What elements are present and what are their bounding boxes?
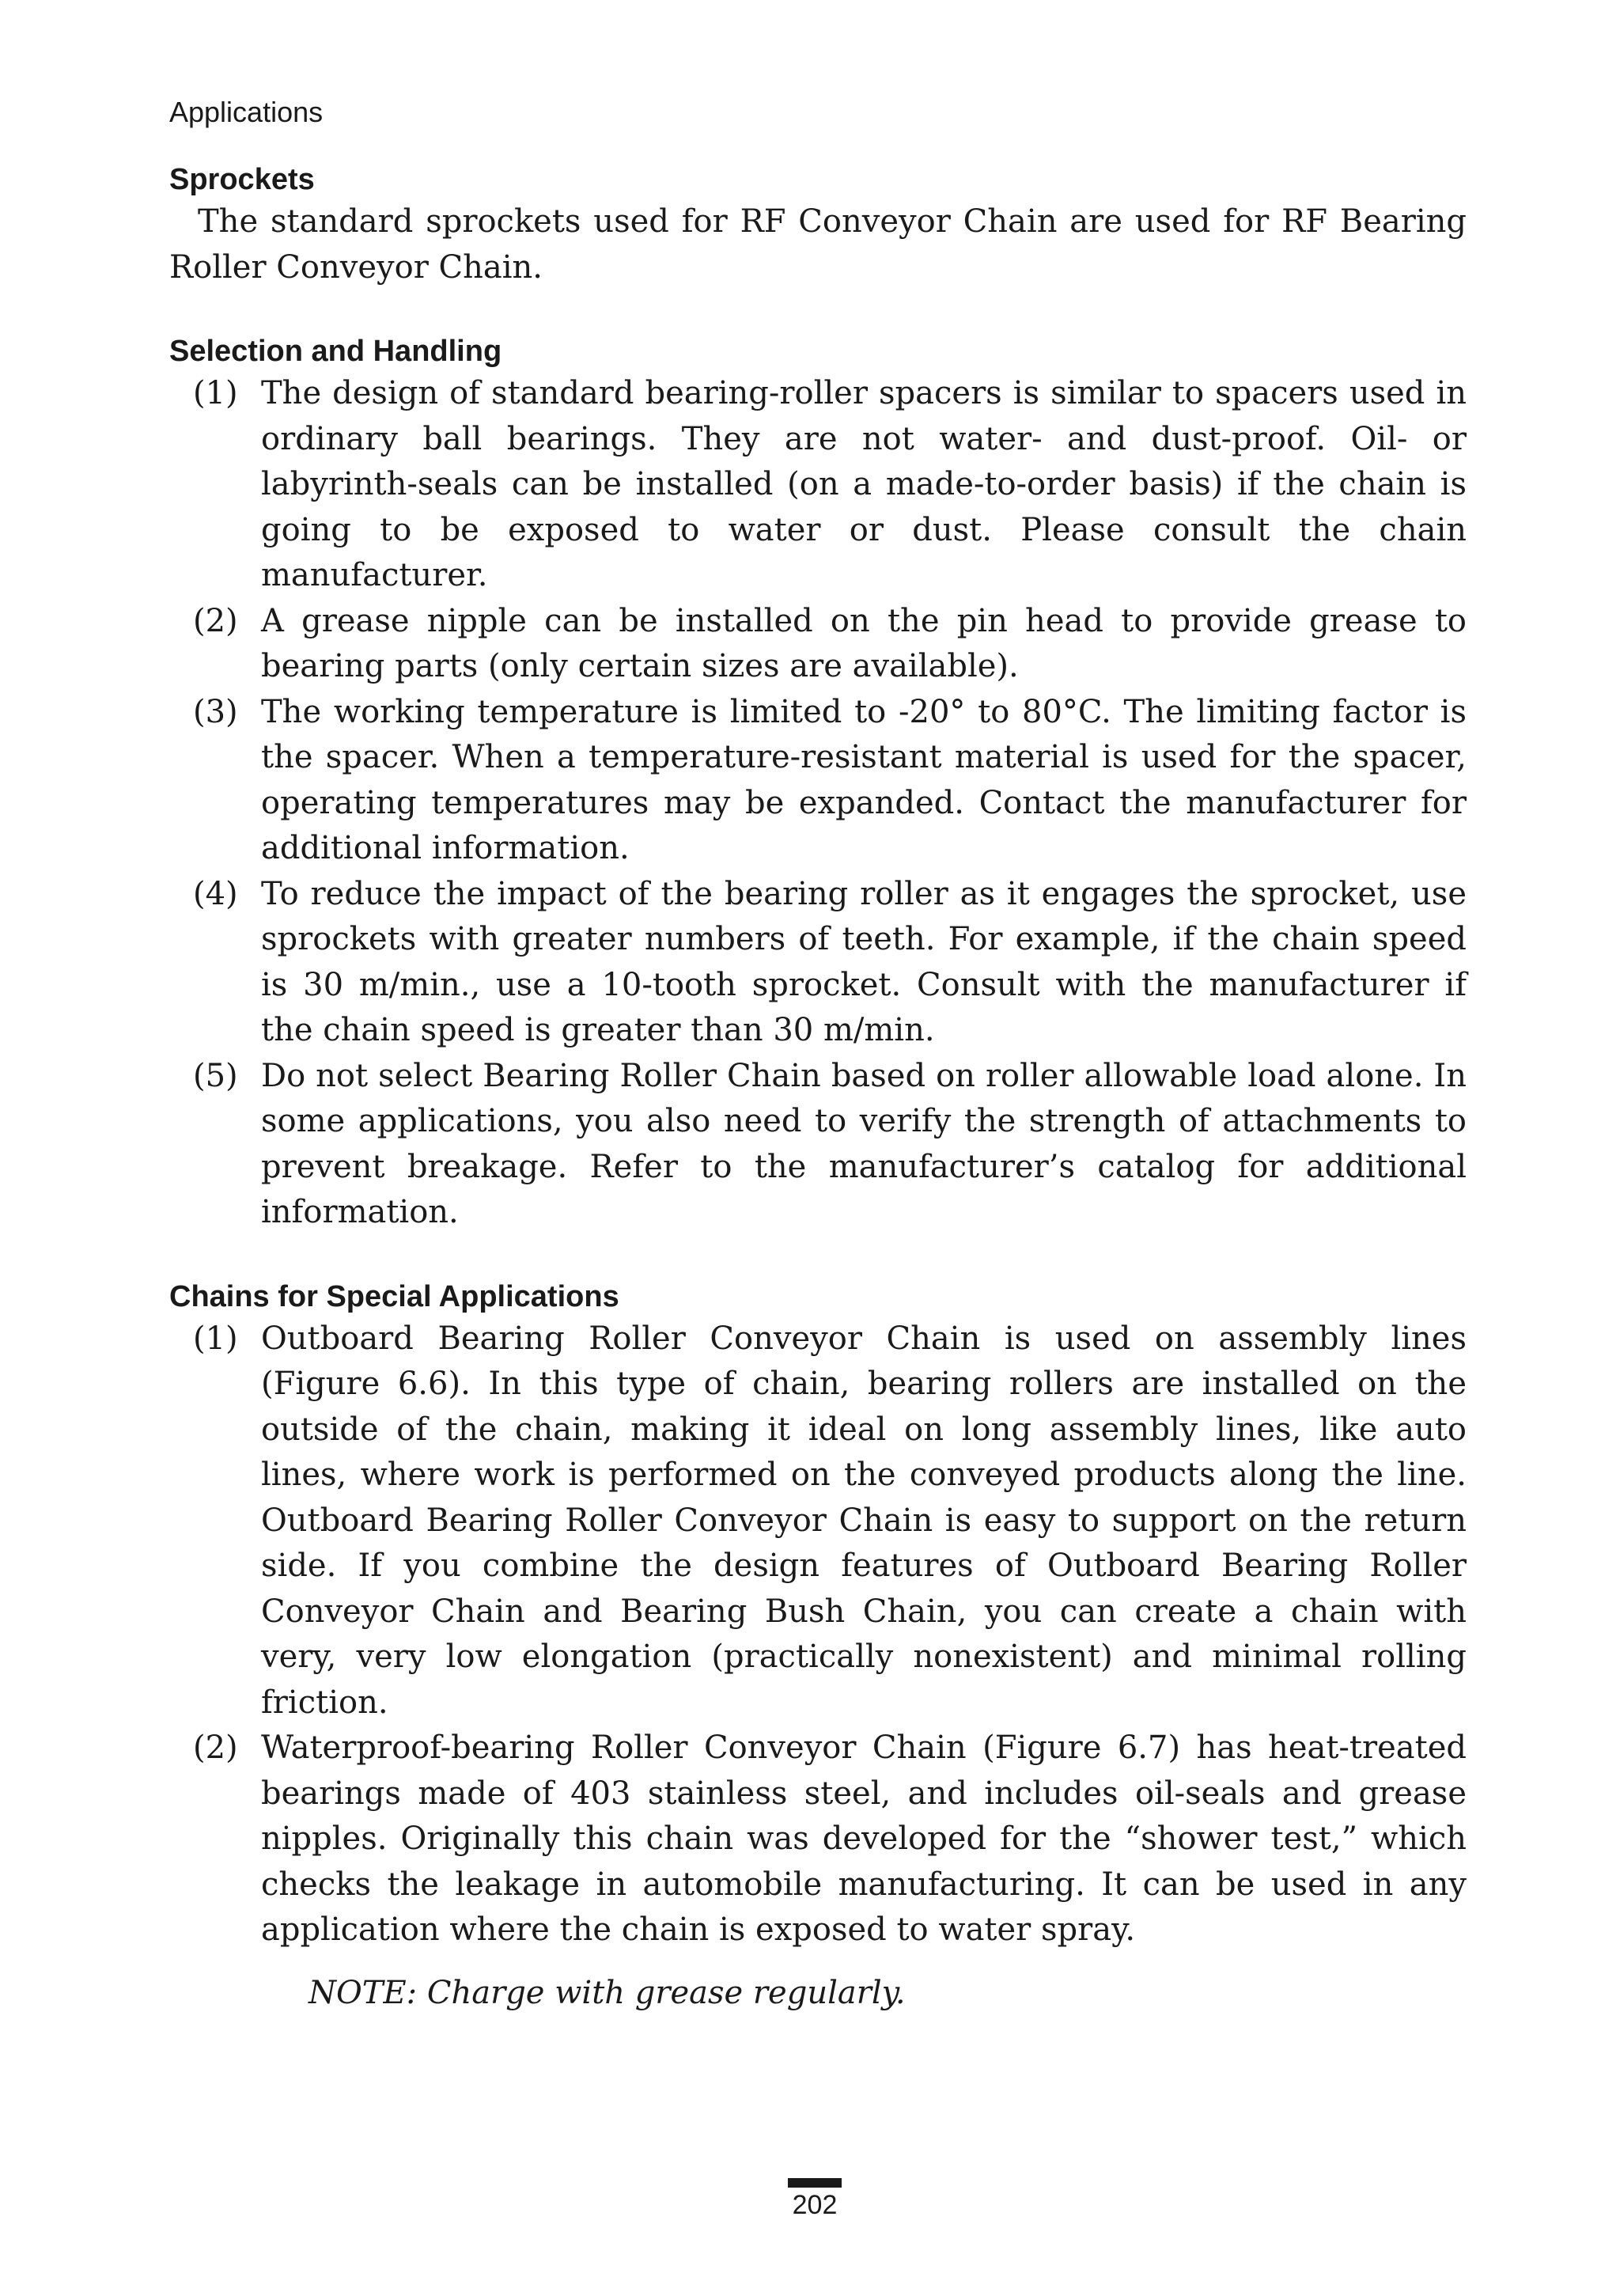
list-item bbox=[169, 1054, 1467, 1236]
list-item bbox=[169, 872, 1467, 1054]
list-marker: (3) bbox=[193, 693, 238, 730]
list-marker: (2) bbox=[193, 602, 238, 639]
list-item-text: To reduce the impact of the bearing roller as it engages the sprocket, use sprockets with greater numbers of teeth. For example, if the chain speed is 30 m/min., use a 10-tooth sprocket. Consult with the manufacturer if the chain speed is greater than 30 m/min. bbox=[261, 875, 1467, 1048]
running-head: Applications bbox=[169, 96, 324, 128]
list-marker: (1) bbox=[193, 375, 238, 411]
note: NOTE: Charge with grease regularly. bbox=[308, 1974, 906, 2011]
list-marker: (4) bbox=[193, 875, 238, 912]
list-marker: (1) bbox=[193, 1320, 238, 1357]
document-page bbox=[169, 93, 1467, 2057]
list-item-text: The working temperature is limited to -20° to 80°C. The limiting factor is the spacer. When a temperature-resistant material is used for the spacer, operating temperatures may be expanded. Contact the manufacturer for additional information. bbox=[261, 693, 1467, 866]
list-item-text: Do not select Bearing Roller Chain based on roller allowable load alone. In some applications, you also need to verify the strength of attachments to prevent breakage. Refer to the manufacturer’s catalog for additional information. bbox=[261, 1057, 1467, 1230]
list-item-text: Outboard Bearing Roller Conveyor Chain is used on assembly lines (Figure 6.6). In this type of chain, bearing rollers are installed on the outside of the chain, making it ideal on long assembly lines, like auto lines, where work is performed on the conveyed products along the line. Outboard Bearing Roller Conveyor Chain is easy to support on the return side. If you combine the design features of Outboard Bearing Roller Conveyor Chain and Bearing Bush Chain, you can create a chain with very, very low elongation (practically nonexistent) and minimal rolling friction. bbox=[261, 1320, 1467, 1721]
list-item bbox=[169, 690, 1467, 872]
paragraph: The standard sprockets used for RF Conveyor Chain are used for RF Bearing Roller Conveyor Chain. bbox=[169, 203, 1467, 286]
section-sprockets bbox=[169, 160, 1467, 290]
list-marker: (5) bbox=[193, 1057, 238, 1094]
section-chains-for-special-applications bbox=[169, 1277, 1467, 2017]
list-item bbox=[169, 599, 1467, 690]
list-item-text: A grease nipple can be installed on the pin head to provide grease to bearing parts (only certain sizes are available). bbox=[261, 602, 1467, 684]
list-item bbox=[169, 1726, 1467, 1953]
list-marker: (2) bbox=[193, 1730, 238, 1766]
page-number: 202 bbox=[792, 2190, 838, 2220]
list-item bbox=[169, 1317, 1467, 1726]
section-heading: Chains for Special Applications bbox=[169, 1279, 619, 1313]
list-item-text: The design of standard bearing-roller spacers is similar to spacers used in ordinary ball bearings. They are not water- and dust-proof. Oil- or labyrinth-seals can be installed (on a made-to-order basis) if the chain is going to be exposed to water or dust. Please consult the chain manufacturer. bbox=[261, 375, 1467, 593]
list-item-text: Waterproof-bearing Roller Conveyor Chain (Figure 6.7) has heat-treated bearings made of 403 stainless steel, and includes oil-seals and grease nipples. Originally this chain was developed for the “shower test,” which checks the leakage in automobile manufacturing. It can be used in any application where the chain is exposed to water spray. bbox=[261, 1730, 1467, 1948]
numbered-list bbox=[169, 1317, 1467, 1953]
section-selection-and-handling bbox=[169, 332, 1467, 1236]
section-heading: Selection and Handling bbox=[169, 335, 502, 368]
section-heading: Sprockets bbox=[169, 163, 315, 196]
numbered-list bbox=[169, 371, 1467, 1236]
list-item bbox=[169, 371, 1467, 599]
